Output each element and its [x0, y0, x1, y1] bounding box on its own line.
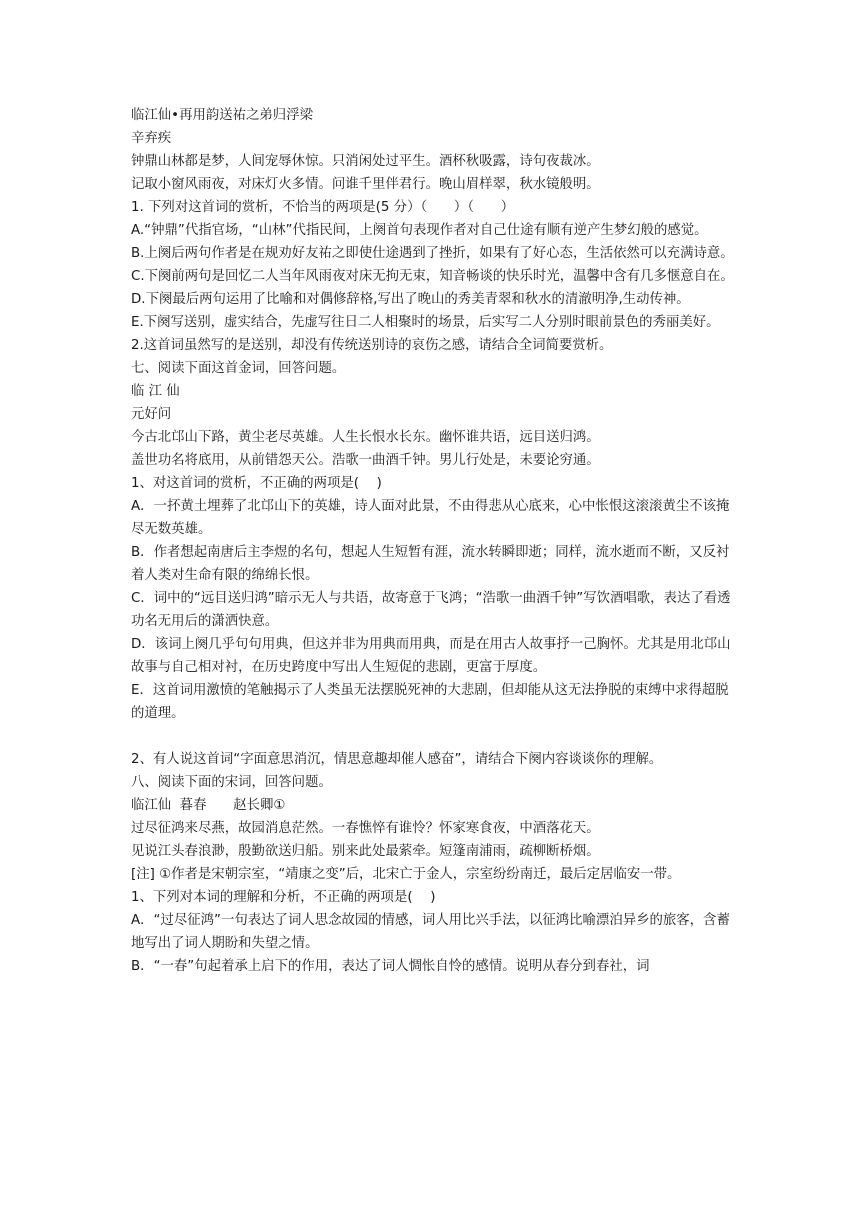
poem-line: 见说江头春浪渺，殷勤欲送归船。别来此处最萦牵。短篷南浦雨，疏柳断桥烟。: [131, 844, 600, 859]
option-c: C．词中的“远目送归鸿”暗示无人与共语，故寄意于飞鸿；“浩歌一曲酒千钟”写饮酒唱歌，表达了看透功名无用后的潇洒快意。: [131, 591, 731, 629]
option-c: C.下阕前两句是回忆二人当年风雨夜对床无拘无束，知音畅谈的快乐时光，温馨中含有几多惬意自在。: [131, 269, 734, 284]
question-1: 1、下列对本词的理解和分析，不正确的两项是( ): [131, 890, 436, 905]
question-1: 1. 下列对这首词的赏析，不恰当的两项是(5 分）（ ）（ ）: [131, 200, 515, 215]
question-2: 2、有人说这首词“字面意思消沉，情思意趣却催人感奋”，请结合下阕内容谈谈你的理解。: [131, 752, 663, 767]
question-2: 2.这首词虽然写的是送别，却没有传统送别诗的哀伤之感，请结合全词简要赏析。: [131, 338, 613, 353]
poem-line: 过尽征鸿来尽燕，故园消息茫然。一春憔悴有谁怜？怀家寒食夜，中酒落花天。: [131, 821, 600, 836]
poem-title: 临 江 仙: [131, 384, 180, 399]
poem-line: 记取小窗风雨夜，对床灯火多情。问谁千里伴君行。晚山眉样翠，秋水镜般明。: [131, 177, 600, 192]
option-b: B．作者想起南唐后主李煜的名句，想起人生短暂有涯，流水转瞬即逝；同样，流水逝而不断，又反衬着人类对生命有限的绵绵长恨。: [131, 545, 730, 583]
question-1: 1、对这首词的赏析，不正确的两项是( ): [131, 476, 382, 491]
poem-title: 临江仙•再用韵送祐之弟归浮梁: [131, 108, 313, 123]
option-a: A.“钟鼎”代指官场，“山林”代指民间，上阕首句表现作者对自己仕途有顺有逆产生梦幻般的感觉。: [131, 223, 708, 238]
footnote: [注] ①作者是宋朝宗室，“靖康之变”后，北宋亡于金人，宗室纷纷南迁，最后定居临安一带。: [131, 867, 681, 882]
option-e: E.下阕写送别，虚实结合，先虚写往日二人相聚时的场景，后实写二人分别时眼前景色的秀丽美好。: [131, 315, 720, 330]
option-b: B.上阕后两句作者是在规劝好友祐之即使仕途遇到了挫折，如果有了好心态，生活依然可以充满诗意。: [131, 246, 734, 261]
poem-line: 钟鼎山林都是梦，人间宠辱休惊。只消闲处过平生。酒杯秋吸露，诗句夜裁冰。: [131, 154, 600, 169]
option-e: E．这首词用激愤的笔触揭示了人类虽无法摆脱死神的大悲剧，但却能从这无法挣脱的束缚中求得超脱的道理。: [131, 683, 729, 721]
document-body: [131, 104, 737, 978]
section-heading: 七、阅读下面这首金词，回答问题。: [131, 361, 346, 376]
poem-author: 元好问: [131, 407, 172, 422]
poem-line: 今古北邙山下路，黄尘老尽英雄。人生长恨水长东。幽怀谁共语，远目送归鸿。: [131, 430, 600, 445]
blank-line: [131, 725, 737, 748]
option-d: D．该词上阕几乎句句用典，但这并非为用典而用典，而是在用古人故事抒一己胸怀。尤其是用北邙山故事与自己相对衬，在历史跨度中写出人生短促的悲剧，更富于厚度。: [131, 637, 731, 675]
option-a: A．一抔黄土埋葬了北邙山下的英雄，诗人面对此景，不由得悲从心底来，心中怅恨这滚滚黄尘不该掩尽无数英雄。: [131, 499, 730, 537]
option-a: A．“过尽征鸿”一句表达了词人思念故园的情感，词人用比兴手法，以征鸿比喻漂泊异乡的旅客，含蓄地写出了词人期盼和失望之情。: [131, 913, 730, 951]
poem-line: 盖世功名将底用，从前错怨天公。浩歌一曲酒千钟。男儿行处是，未要论穷通。: [131, 453, 600, 468]
option-d: D.下阕最后两句运用了比喻和对偶修辞格,写出了晚山的秀美青翠和秋水的清澈明净,生动传神。: [131, 292, 690, 307]
section-heading: 八、阅读下面的宋词，回答问题。: [131, 775, 332, 790]
poem-title: 临江仙 暮春 赵长卿①: [131, 798, 286, 813]
option-b: B．“一春”句起着承上启下的作用，表达了词人惆怅自怜的感情。说明从春分到春社，词: [131, 959, 650, 974]
poem-author: 辛弃疾: [131, 131, 172, 146]
